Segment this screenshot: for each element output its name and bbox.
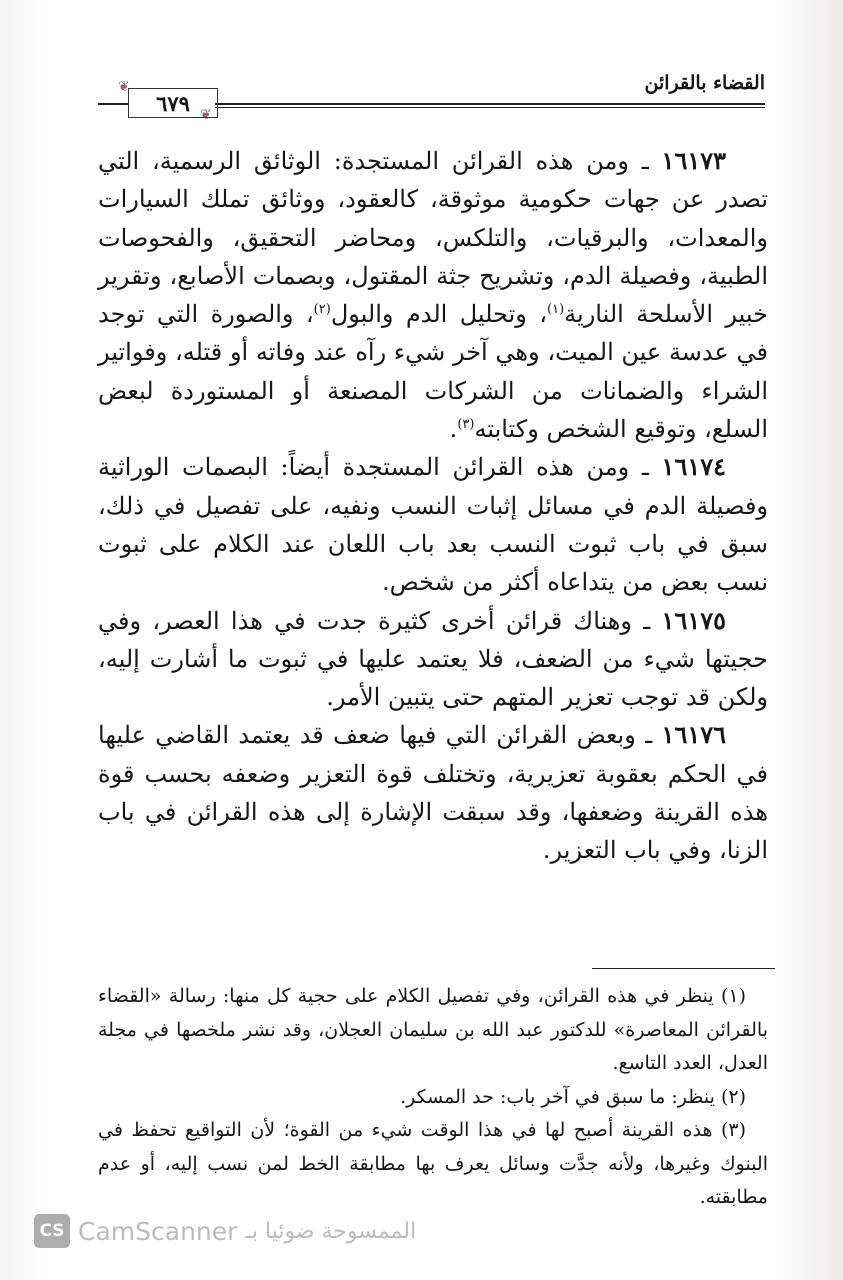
flourish-ornament-icon: ❦ (118, 79, 130, 95)
footnotes (98, 980, 768, 1215)
paragraph-text: ـ ومن هذه القرائن المستجدة: الوثائق الرسمية، التي تصدر عن جهات حكومية موثوقة، كالعقود، ووثائق تملك السيارات والمعدات، والبرقيات، والتلكس، ومحاضر التحقيق، والفحوصات الطبية، وفصيلة الدم، وتشريح جثة المقتول، وبصمات الأصابع، وتقرير خبير الأسلحة النارية (98, 147, 768, 329)
footnote-text: ينظر: ما سبق في آخر باب: حد المسكر. (400, 1085, 721, 1108)
footnote-rule (592, 968, 775, 969)
watermark-brand: CamScanner (78, 1216, 238, 1246)
footnote-marker: (٣) (720, 1119, 746, 1141)
camscanner-logo-icon: CS (34, 1214, 70, 1248)
flourish-ornament-icon: ❦ (200, 107, 212, 123)
paragraph-text: ، وتحليل الدم والبول (330, 300, 548, 329)
footnote (98, 1114, 768, 1215)
footnote-ref: (٢) (313, 302, 331, 318)
paragraph-text: ـ وبعض القرائن التي فيها ضعف قد يعتمد القاضي عليها في الحكم بعقوبة تعزيرية، وتختلف قوة التعزير وضعفه بحسب قوة هذه القرينة وضعفها، وقد سبقت الإشارة إلى هذه القرائن في باب الزنا، وفي باب التعزير. (98, 721, 768, 865)
scanner-watermark (34, 1213, 416, 1249)
header-rule-left (98, 103, 128, 105)
paragraph-number: ١٦١٧٥ (661, 605, 726, 635)
watermark-arabic-text: الممسوحة ضوئيا بـ (245, 1218, 417, 1244)
paragraph-text: ـ ومن هذه القرائن المستجدة أيضاً: البصمات الوراثية وفصيلة الدم في مسائل إثبات النسب ونفيه، على تفصيل في ذلك، سبق في باب ثبوت النسب بعد باب اللعان عند الكلام على ثبوت نسب بعض من يتداعاه أكثر من شخص. (98, 453, 769, 597)
header-rule (215, 103, 765, 108)
paragraph-text: ، والصورة التي توجد في عدسة عين الميت، وهي آخر شيء رآه عند وفاته أو قتله، وفواتير الشراء والضمانات من الشركات المصنعة أو المستوردة لبعض السلع، وتوقيع الشخص وكتابته (98, 300, 768, 444)
footnote (98, 1081, 768, 1115)
paragraph-text: . (449, 415, 458, 444)
paragraph-number: ١٦١٧٦ (661, 720, 726, 750)
paragraph-number: ١٦١٧٤ (661, 452, 726, 482)
running-title: القضاء بالقرائن (644, 72, 765, 94)
footnote-text: هذه القرينة أصبح لها في هذا الوقت شيء من القوة؛ لأن التواقيع تحفظ في البنوك وغيرها، ولأنه جدَّت وسائل يعرف بها مطابقة الخط لمن نسب إليه، أو عدم مطابقته. (98, 1119, 768, 1208)
footnote-marker: (١) (720, 985, 746, 1007)
page-number: ٦٧٩ (128, 88, 218, 118)
main-text (98, 142, 768, 870)
footnote-ref: (٣) (457, 417, 475, 433)
paragraph (98, 602, 768, 717)
paragraph-text: ـ وهناك قرائن أخرى كثيرة جدت في هذا العصر، وفي حجيتها شيء من الضعف، فلا يعتمد عليها في ثبوت ما أشارت إليه، ولكن قد توجب تعزير المتهم حتى يتبين الأمر. (98, 606, 768, 712)
paragraph (98, 448, 768, 601)
paragraph (98, 716, 768, 869)
paragraph (98, 142, 768, 448)
footnote-ref: (١) (547, 302, 565, 318)
footnote-text: ينظر في هذه القرائن، وفي تفصيل الكلام على حجية كل منها: رسالة «القضاء بالقرائن المعاصرة» للدكتور عبد الله بن سليمان العجلان، وقد نشر ملخصها في مجلة العدل، العدد التاسع. (98, 985, 768, 1074)
footnote-marker: (٢) (720, 1085, 746, 1108)
footnote (98, 980, 768, 1081)
paragraph-number: ١٦١٧٣ (661, 146, 726, 175)
